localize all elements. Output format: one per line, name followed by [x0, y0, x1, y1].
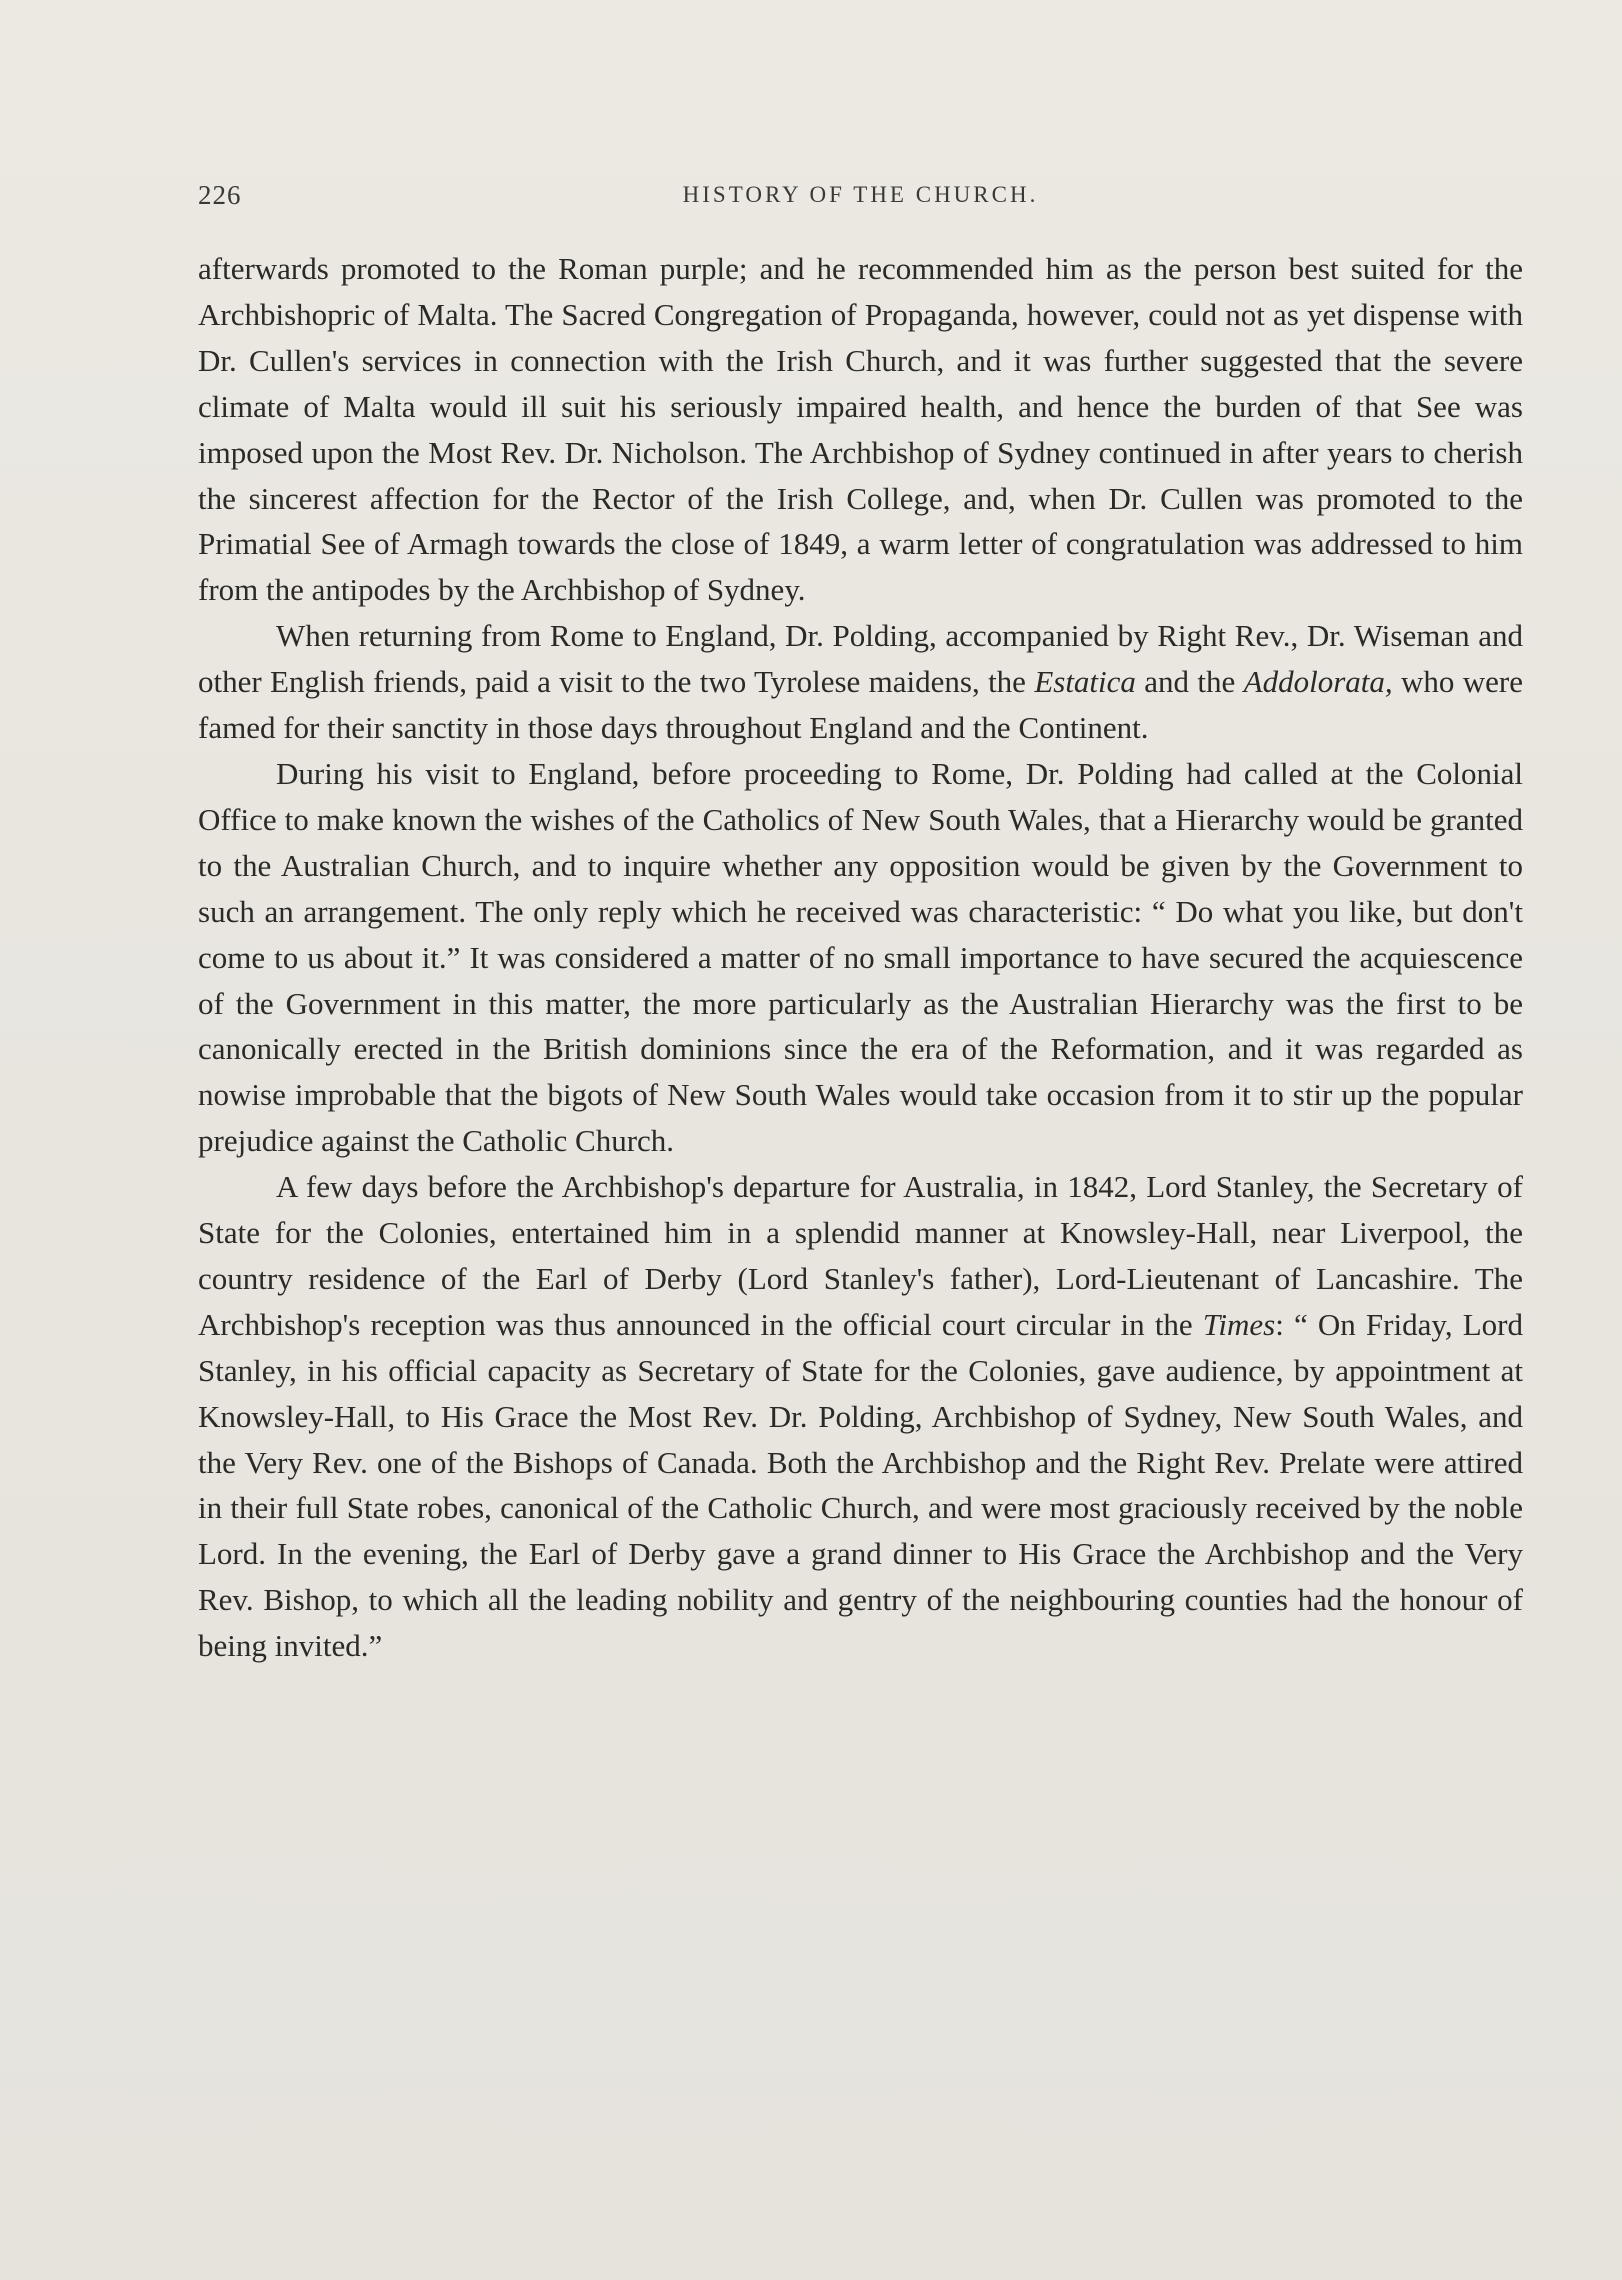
paragraph-2-text-c: who were famed for their sanctity in those days throughout England and the Continent. [198, 664, 1523, 746]
running-head: HISTORY OF THE CHURCH. [682, 182, 1039, 207]
paragraph-2-text-b: and the [1135, 664, 1244, 700]
paragraph-4-text-a: A few days before the Archbishop's departure for Australia, in 1842, Lord Stanley, the Secretary of State for the Colonies, entertained him in a splendid manner at Knowsley-Hall, near Liverpool, the country residence of the Earl of Derby (Lord Stanley's father), Lord-Lieutenant of Lancashire. The Archbishop's reception was thus announced in the official court circular in the [198, 1169, 1523, 1342]
paragraph-4 [198, 1164, 1523, 1669]
paragraph-2-text-a: When returning from Rome to England, Dr. Polding, accompanied by Right Rev., Dr. Wiseman and other English friends, paid a visit to the two Tyrolese maidens, the [198, 618, 1523, 700]
page-number: 226 [198, 180, 242, 210]
page-header [198, 180, 1523, 220]
paragraph-1: afterwards promoted to the Roman purple; and he recommended him as the person best suited for the Archbishopric of Malta. The Sacred Congregation of Propaganda, however, could not as yet dispense with Dr. Cullen's services in connection with the Irish Church, and it was further suggested that the severe climate of Malta would ill suit his seriously impaired health, and hence the burden of that See was imposed upon the Most Rev. Dr. Nicholson. The Archbishop of Sydney continued in after years to cherish the sincerest affection for the Rector of the Irish College, and, when Dr. Cullen was promoted to the Primatial See of Armagh towards the close of 1849, a warm letter of congratulation was addressed to him from the antipodes by the Archbishop of Sydney. [198, 251, 1523, 608]
italic-estatica: Estatica [1034, 664, 1136, 700]
paragraph-3: During his visit to England, before proceeding to Rome, Dr. Polding had called at the Colonial Office to make known the wishes of the Catholics of New South Wales, that a Hierarchy would be granted to the Australian Church, and to inquire whether any opposition would be given by the Government to such an arrangement. The only reply which he received was characteristic: “ Do what you like, but don't come to us about it.” It was considered a matter of no small importance to have secured the acquiescence of the Government in this matter, the more particularly as the Australian Hierarchy was the first to be canonically erected in the British dominions since the era of the Reformation, and it was regarded as nowise improbable that the bigots of New South Wales would take occasion from it to stir up the popular prejudice against the Catholic Church. [198, 755, 1523, 1159]
italic-addolorata: Addolorata, [1243, 664, 1393, 700]
body-text [198, 246, 1523, 1669]
paragraph-4-text-b: : “ On Friday, Lord Stanley, in his official capacity as Secretary of State for the Colonies, gave audience, by appointment at Knowsley-Hall, to His Grace the Most Rev. Dr. Polding, Archbishop of Sydney, New South Wales, and the Very Rev. one of the Bishops of Canada. Both the Archbishop and the Right Rev. Prelate were attired in their full State robes, canonical of the Catholic Church, and were most graciously received by the noble Lord. In the evening, the Earl of Derby gave a grand dinner to His Grace the Archbishop and the Very Rev. Bishop, to which all the leading nobility and gentry of the neighbouring counties had the honour of being invited.” [198, 1306, 1523, 1664]
paragraph-2 [198, 613, 1523, 751]
italic-times: Times [1202, 1306, 1276, 1342]
